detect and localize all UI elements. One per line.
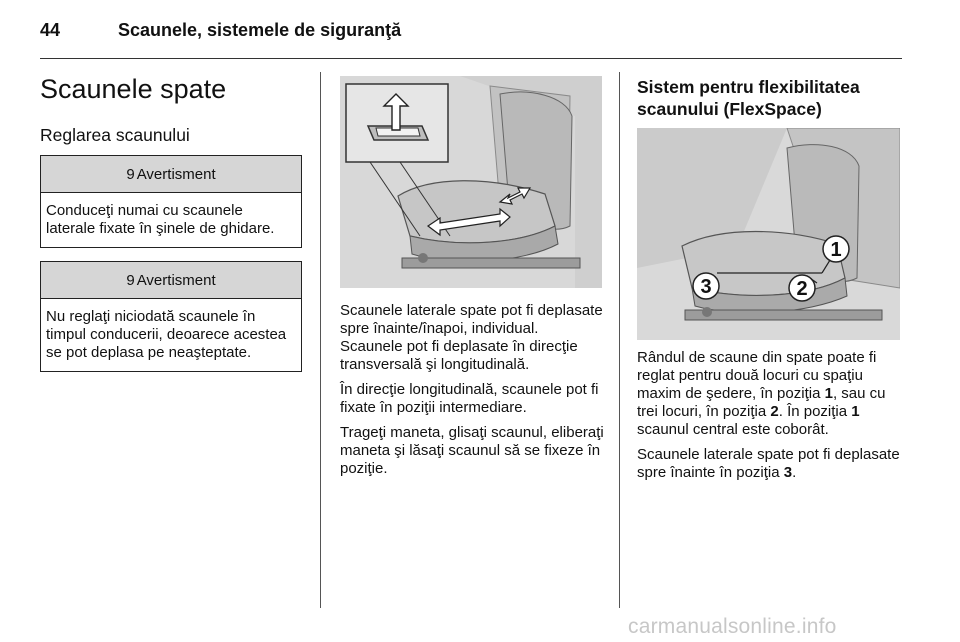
warning-heading: Avertisment (136, 271, 216, 289)
position-number: 1 (824, 385, 833, 402)
text-run: Rândul de scaune din spate poate fi reglat pentru două locuri cu spaţiu maxim de şedere, în poziţia (637, 349, 877, 402)
paragraph (637, 349, 909, 439)
subsection-title: Reglarea scaunului (40, 125, 190, 145)
flexspace-figure (637, 128, 900, 340)
text-run: . În poziţia (778, 403, 852, 420)
flexspace-title: Sistem pentru flexibilitatea scaunului (FlexSpace) (637, 77, 860, 119)
paragraph: În direcţie longitudinală, scaunele pot fi fixate în poziţii intermediare. (340, 381, 599, 416)
position-number: 1 (851, 403, 860, 420)
left-column (40, 72, 302, 372)
warning-box (40, 261, 302, 372)
warning-heading: Avertisment (136, 165, 216, 183)
seat-adjustment-figure (340, 76, 602, 288)
callout-label: 2 (796, 278, 808, 300)
warning-box (40, 155, 302, 248)
text-run: . (792, 464, 797, 481)
position-number: 3 (783, 464, 793, 481)
page-header (0, 0, 960, 60)
position-number: 2 (770, 403, 779, 420)
text-run: scaunul central este coborât. (637, 421, 829, 438)
warning-text: Conduceţi numai cu scaunele laterale fixate în şinele de ghidare. (46, 202, 275, 237)
middle-column-text (340, 302, 605, 485)
text-run: , sau cu trei locuri, în poziţia (637, 385, 886, 420)
seat-adjustment-illustration (340, 76, 602, 288)
paragraph (637, 446, 909, 482)
callout-label: 1 (830, 239, 842, 261)
warning-text: Nu reglaţi niciodată scaunele în timpul conducerii, deoarece acestea se pot deplasa pe neaşteptate. (46, 308, 287, 361)
paragraph: Scaunele laterale spate pot fi deplasate spre înainte/înapoi, individual. Scaunele pot fi deplasate în direcţie transversală şi longitudinală. (340, 302, 603, 373)
text-run: Scaunele laterale spate pot fi deplasate spre înainte în poziţia (637, 446, 900, 481)
callout-label: 3 (700, 276, 712, 298)
column-divider-right (619, 72, 620, 608)
flexspace-illustration (637, 128, 900, 340)
warning-header (41, 156, 301, 193)
right-column-text (637, 349, 909, 489)
paragraph: Trageţi maneta, glisaţi scaunul, eliberaţi maneta şi lăsaţi scaunul să se fixeze în poziţie. (340, 424, 604, 477)
callout-1 (823, 236, 849, 262)
section-title: Scaunele spate (40, 74, 227, 104)
callout-3 (693, 273, 719, 299)
header-rule (40, 58, 902, 59)
warning-triangle-icon: 9 (126, 271, 135, 289)
callout-2 (789, 275, 815, 301)
watermark: carmanualsonline.info (628, 615, 837, 638)
warning-header (41, 262, 301, 299)
warning-triangle-icon: 9 (126, 165, 135, 183)
page-number: 44 (40, 20, 61, 40)
column-divider-left (320, 72, 321, 608)
chapter-title: Scaunele, sistemele de siguranţă (118, 20, 402, 40)
